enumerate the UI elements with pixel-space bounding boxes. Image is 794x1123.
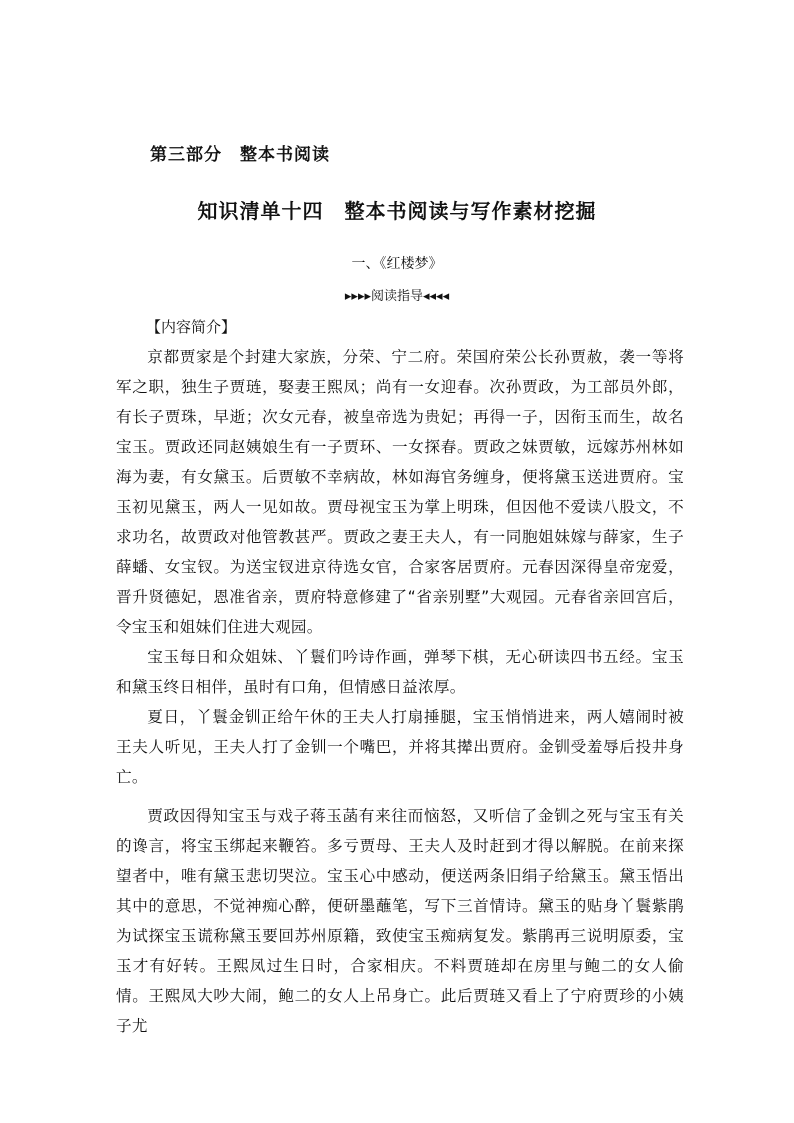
part-title: 第三部分 整本书阅读	[150, 145, 330, 165]
paragraph-gap	[116, 792, 684, 801]
paragraph: 贾政因得知宝玉与戏子蒋玉菡有来往而恼怒，又听信了金钏之死与宝玉有关的谗言，将宝玉绑起来鞭笞。多亏贾母、王夫人及时赶到才得以解脱。在前来探望者中，唯有黛玉悲切哭泣。宝玉心中感动，便送两条旧绢子给黛玉。黛玉悟出其中的意思，不觉神痴心醉，便研墨蘸笔，写下三首情诗。黛玉的贴身丫鬟紫鹃为试探宝玉谎称黛玉要回苏州原籍，致使宝玉痴病复发。紫鹃再三说明原委，宝玉才有好转。王熙凤过生日时，合家相庆。不料贾琏却在房里与鲍二的女人偷情。王熙凤大吵大闹，鲍二的女人上吊身亡。此后贾琏又看上了宁府贾珍的小姨子尤	[116, 807, 684, 1035]
sub-title: 一、《红楼梦》	[351, 256, 443, 272]
reading-guide-label: ▸▸▸▸阅读指导◂◂◂◂	[344, 289, 450, 304]
section-label: 【内容简介】	[146, 318, 237, 336]
paragraph: 京都贾家是个封建大家族，分荣、宁二府。荣国府荣公长孙贾赦，袭一等将军之职，独生子贾琏，娶妻王熙凤；尚有一女迎春。次孙贾政，为工部员外郎，有长子贾珠，早逝；次女元春，被皇帝选为贵妃；再得一子，因衔玉而生，故名宝玉。贾政还同赵姨娘生有一子贾环、一女探春。贾政之妹贾敏，远嫁苏州林如海为妻，有女黛玉。后贾敏不幸病故，林如海官务缠身，便将黛玉送进贾府。宝玉初见黛玉，两人一见如故。贾母视宝玉为掌上明珠，但因他不爱读八股文，不求功名，故贾政对他管教甚严。贾政之妻王夫人，有一同胞姐妹嫁与薛家，生子薛蟠、女宝钗。为送宝钗进京待选女官，合家客居贾府。元春因深得皇帝宠爱，晋升贤德妃，恩准省亲，贾府特意修建了“省亲别墅”大观园。元春省亲回宫后，令宝玉和姐妹们住进大观园。	[116, 348, 684, 636]
paragraph: 夏日，丫鬟金钏正给午休的王夫人打扇捶腿，宝玉悄悄进来，两人嬉闹时被王夫人听见，王夫人打了金钏一个嘴巴，并将其撵出贾府。金钏受羞辱后投井身亡。	[116, 708, 684, 786]
body-text	[116, 342, 684, 1041]
main-title: 知识清单十四 整本书阅读与写作素材挖掘	[197, 199, 597, 223]
paragraph: 宝玉每日和众姐妹、丫鬟们吟诗作画，弹琴下棋，无心研读四书五经。宝玉和黛玉终日相伴，虽时有口角，但情感日益浓厚。	[116, 648, 684, 696]
